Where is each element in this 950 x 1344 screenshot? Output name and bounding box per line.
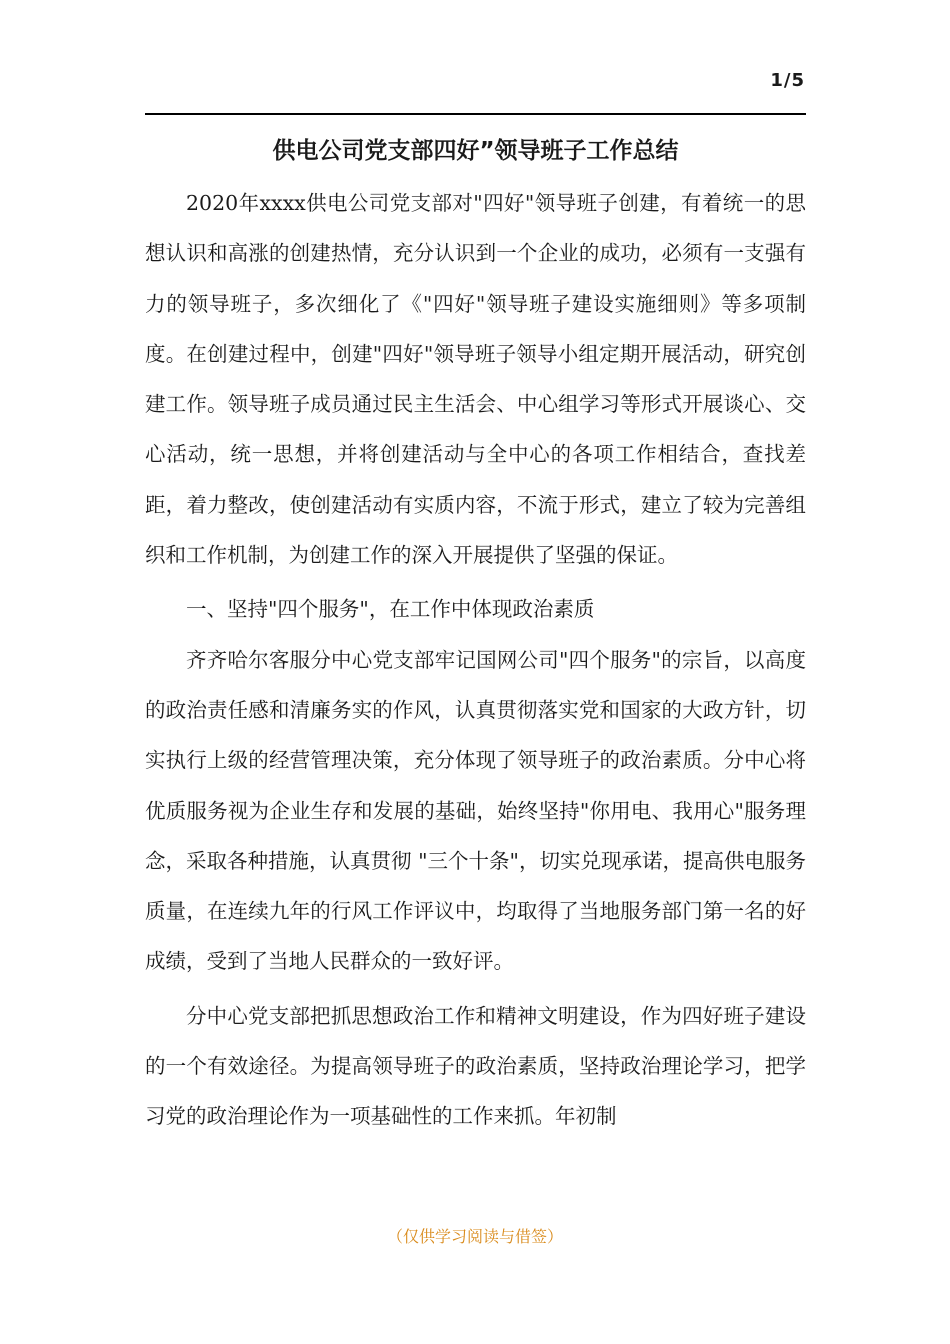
- paragraph-service: 齐齐哈尔客服分中心党支部牢记国网公司"四个服务"的宗旨，以高度的政治责任感和清廉务实的作风，认真贯彻落实党和国家的大政方针，切实执行上级的经营管理决策，充分体现了领导班子的政治素质。分中心将优质服务视为企业生存和发展的基础，始终坚持"你用电、我用心"服务理念，采取各种措施，认真贯彻 "三个十条"，切实兑现承诺，提高供电服务质量，在连续九年的行风工作评议中，均取得了当地服务部门第一名的好成绩，受到了当地人民群众的一致好评。: [145, 647, 806, 974]
- document-title: 供电公司党支部四好”领导班子工作总结: [272, 138, 679, 164]
- page-number: 1/5: [770, 70, 805, 91]
- section-heading-1: 一、坚持"四个服务"，在工作中体现政治素质: [186, 597, 595, 622]
- header-divider: [145, 113, 806, 115]
- footer-note: （仅供学习阅读与借签）: [386, 1227, 563, 1246]
- paragraph-intro: 2020年xxxx供电公司党支部对"四好"领导班子创建，有着统一的思想认识和高涨的创建热情，充分认识到一个企业的成功，必须有一支强有力的领导班子，多次细化了《"四好"领导班子建设实施细则》等多项制度。在创建过程中，创建"四好"领导班子领导小组定期开展活动，研究创建工作。领导班子成员通过民主生活会、中心组学习等形式开展谈心、交心活动，统一思想，并将创建活动与全中心的各项工作相结合，查找差距，着力整改，使创建活动有实质内容，不流于形式，建立了较为完善组织和工作机制，为创建工作的深入开展提供了坚强的保证。: [145, 191, 806, 568]
- document-body: [145, 178, 806, 1146]
- paragraph-political: 分中心党支部把抓思想政治工作和精神文明建设，作为四好班子建设的一个有效途径。为提高领导班子的政治素质，坚持政治理论学习，把学习党的政治理论作为一项基础性的工作来抓。年初制: [145, 1003, 806, 1129]
